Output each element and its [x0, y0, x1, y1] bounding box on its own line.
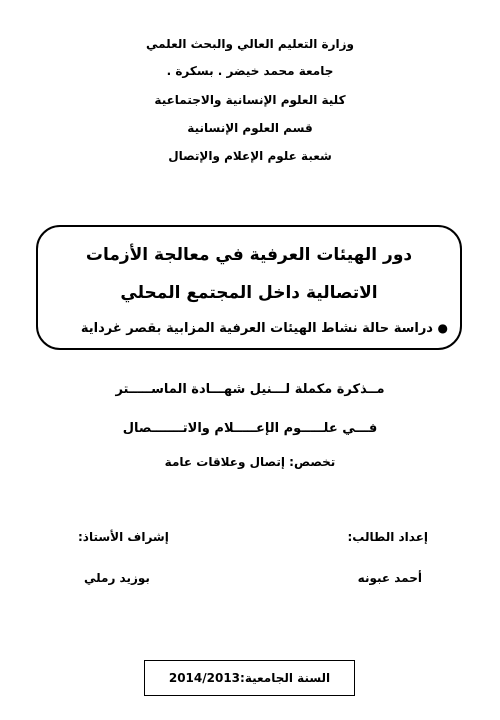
- student-name: أحمد عبونه: [357, 571, 422, 585]
- supervisor-name: بوزيد رملي: [84, 571, 150, 585]
- thesis-subtitle: [81, 321, 448, 336]
- bullet-icon: ●: [437, 321, 448, 335]
- branch-line: شعبة علوم الإعلام والإتصال: [168, 149, 332, 163]
- academic-year-box: [144, 660, 355, 696]
- title-box: [36, 225, 462, 350]
- university-line: جامعة محمد خيضر . بسكرة .: [166, 64, 334, 78]
- thesis-title-line2: الاتصالية داخل المجتمع المحلي: [120, 283, 378, 303]
- prepared-by-label: إعداد الطالب:: [347, 530, 428, 544]
- supervision-label: إشراف الأستاذ:: [78, 530, 169, 544]
- specialty-line: تخصص: إتصال وعلاقات عامة: [164, 455, 336, 469]
- faculty-line: كلية العلوم الإنسانية والاجتماعية: [154, 93, 346, 107]
- degree-memo-line: مــذكرة مكملة لـــنيل شهـــادة الماســـــتر: [115, 382, 385, 397]
- thesis-title-line1: دور الهيئات العرفية في معالجة الأزمات: [85, 245, 413, 265]
- ministry-line: وزارة التعليم العالي والبحث العلمي: [145, 37, 355, 51]
- academic-year: السنة الجامعية:2014/2013: [168, 671, 331, 685]
- subtitle-text: دراسة حالة نشاط الهيئات العرفية المزابية بقصر غرداية: [80, 321, 433, 336]
- department-line: قسم العلوم الإنسانية: [187, 121, 313, 135]
- degree-field-line: فـــي علـــــوم الإعـــــلام والاتـــــــصال: [122, 421, 378, 436]
